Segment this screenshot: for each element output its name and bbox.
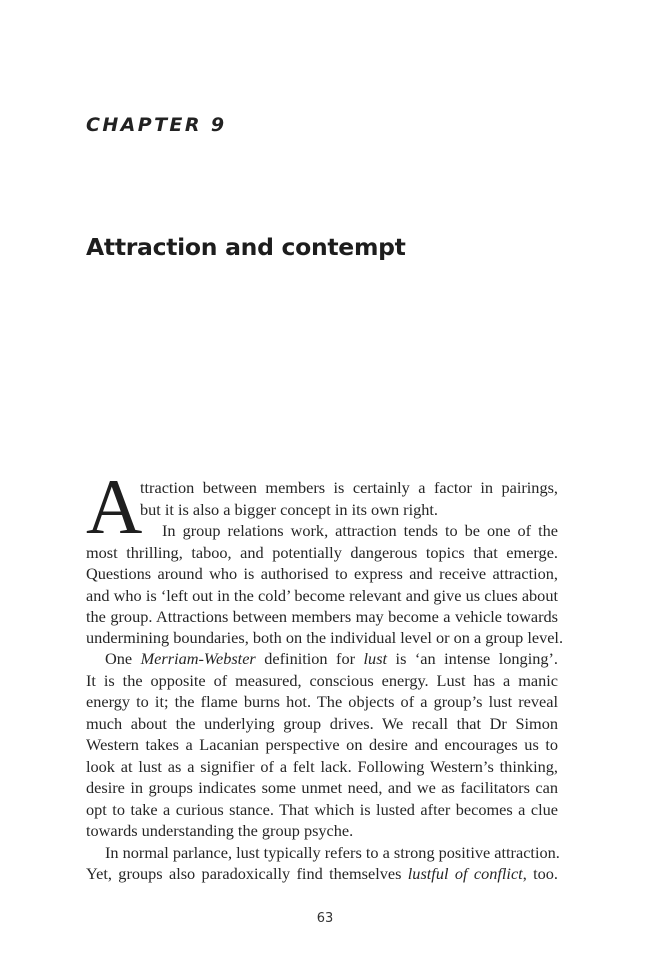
text-line: most thrilling, taboo, and potentially dangerous topics that emerge. (86, 543, 558, 562)
text-run: is ‘an intense longing’. (387, 649, 558, 668)
text-line: the group. Attractions between members may become a vehicle towards (86, 607, 558, 626)
text-line: In normal parlance, lust typically refers to a strong positive attraction. (105, 843, 560, 862)
text-line: Western takes a Lacanian perspective on desire and encourages us to (86, 735, 558, 754)
drop-cap: A (86, 463, 143, 550)
chapter-title: Attraction and contempt (86, 233, 406, 261)
text-line: energy to it; the flame burns hot. The objects of a group’s lust reveal (86, 692, 558, 711)
text-line: opt to take a curious stance. That which is lusted after becomes a clue (86, 800, 558, 819)
text-line: undermining boundaries, both on the individual level or on a group level. (86, 628, 564, 647)
text-line-merriam (105, 648, 558, 670)
italic-term: lust (363, 649, 388, 668)
text-run: Yet, groups also paradoxically find themselves (86, 864, 408, 883)
text-line: and who is ‘left out in the cold’ become relevant and give us clues about (86, 586, 558, 605)
text-line-last (86, 863, 558, 885)
text-run: One (105, 649, 141, 668)
italic-term: lustful of conflict (407, 864, 523, 883)
text-line: ttraction between members is certainly a factor in pairings, (140, 478, 558, 497)
text-line: It is the opposite of measured, conscious energy. Lust has a manic (86, 671, 558, 690)
page-number: 63 (316, 911, 334, 926)
text-run: , too. (522, 864, 558, 883)
italic-term: Merriam-Webster (140, 649, 256, 668)
text-line: desire in groups indicates some unmet need, and we as facilitators can (86, 778, 558, 797)
text-line: towards understanding the group psyche. (86, 821, 354, 840)
text-line: but it is also a bigger concept in its own right. (140, 500, 438, 519)
chapter-label: CHAPTER 9 (86, 114, 227, 136)
text-line: In group relations work, attraction tends to be one of the (162, 521, 558, 540)
text-run: definition for (255, 649, 364, 668)
text-line: Questions around who is authorised to express and receive attraction, (86, 564, 558, 583)
text-line: look at lust as a signifier of a felt lack. Following Western’s thinking, (86, 757, 558, 776)
text-line: much about the underlying group drives. We recall that Dr Simon (86, 714, 558, 733)
